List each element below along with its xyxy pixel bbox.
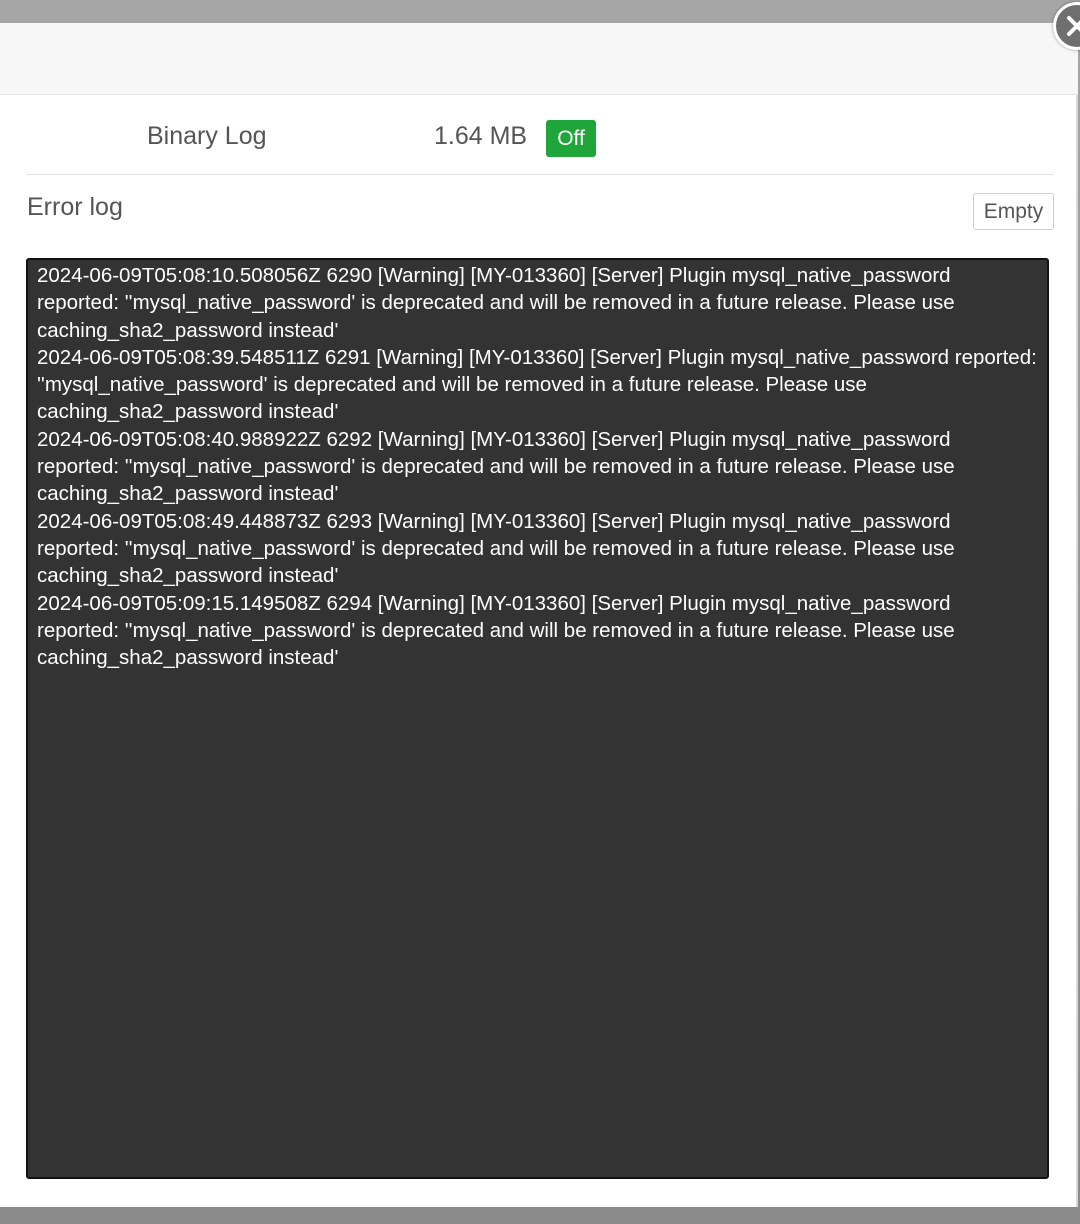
log-line: 2024-06-09T05:08:39.548511Z 6291 [Warning] [MY-013360] [Server] Plugin mysql_native_password reported: ''mysql_native_password' is deprecated and will be removed in a future release. Please use caching_sha2_password instead' — [37, 345, 1037, 424]
binary-log-row — [26, 96, 1054, 175]
modal-header — [0, 23, 1078, 95]
binary-log-status-badge[interactable]: Off — [546, 120, 596, 157]
log-modal — [0, 23, 1078, 1207]
empty-log-button[interactable]: Empty — [973, 193, 1054, 230]
error-log-textarea[interactable] — [26, 258, 1049, 1179]
log-line: 2024-06-09T05:08:10.508056Z 6290 [Warning] [MY-013360] [Server] Plugin mysql_native_password reported: ''mysql_native_password' is deprecated and will be removed in a future release. Please use caching_sha2_password instead' — [37, 264, 955, 342]
error-log-label: Error log — [27, 193, 123, 221]
close-icon — [1063, 12, 1080, 40]
log-line: 2024-06-09T05:09:15.149508Z 6294 [Warning] [MY-013360] [Server] Plugin mysql_native_password reported: ''mysql_native_password' is deprecated and will be removed in a future release. Please use caching_sha2_password instead' — [37, 591, 955, 670]
binary-log-size: 1.64 MB — [434, 122, 528, 150]
binary-log-label: Binary Log — [147, 122, 267, 150]
log-line: 2024-06-09T05:08:40.988922Z 6292 [Warning] [MY-013360] [Server] Plugin mysql_native_password reported: ''mysql_native_password' is deprecated and will be removed in a future release. Please use caching_sha2_password instead' — [37, 427, 955, 506]
log-line: 2024-06-09T05:08:49.448873Z 6293 [Warning] [MY-013360] [Server] Plugin mysql_native_password reported: ''mysql_native_password' is deprecated and will be removed in a future release. Please use caching_sha2_password instead' — [37, 509, 955, 588]
